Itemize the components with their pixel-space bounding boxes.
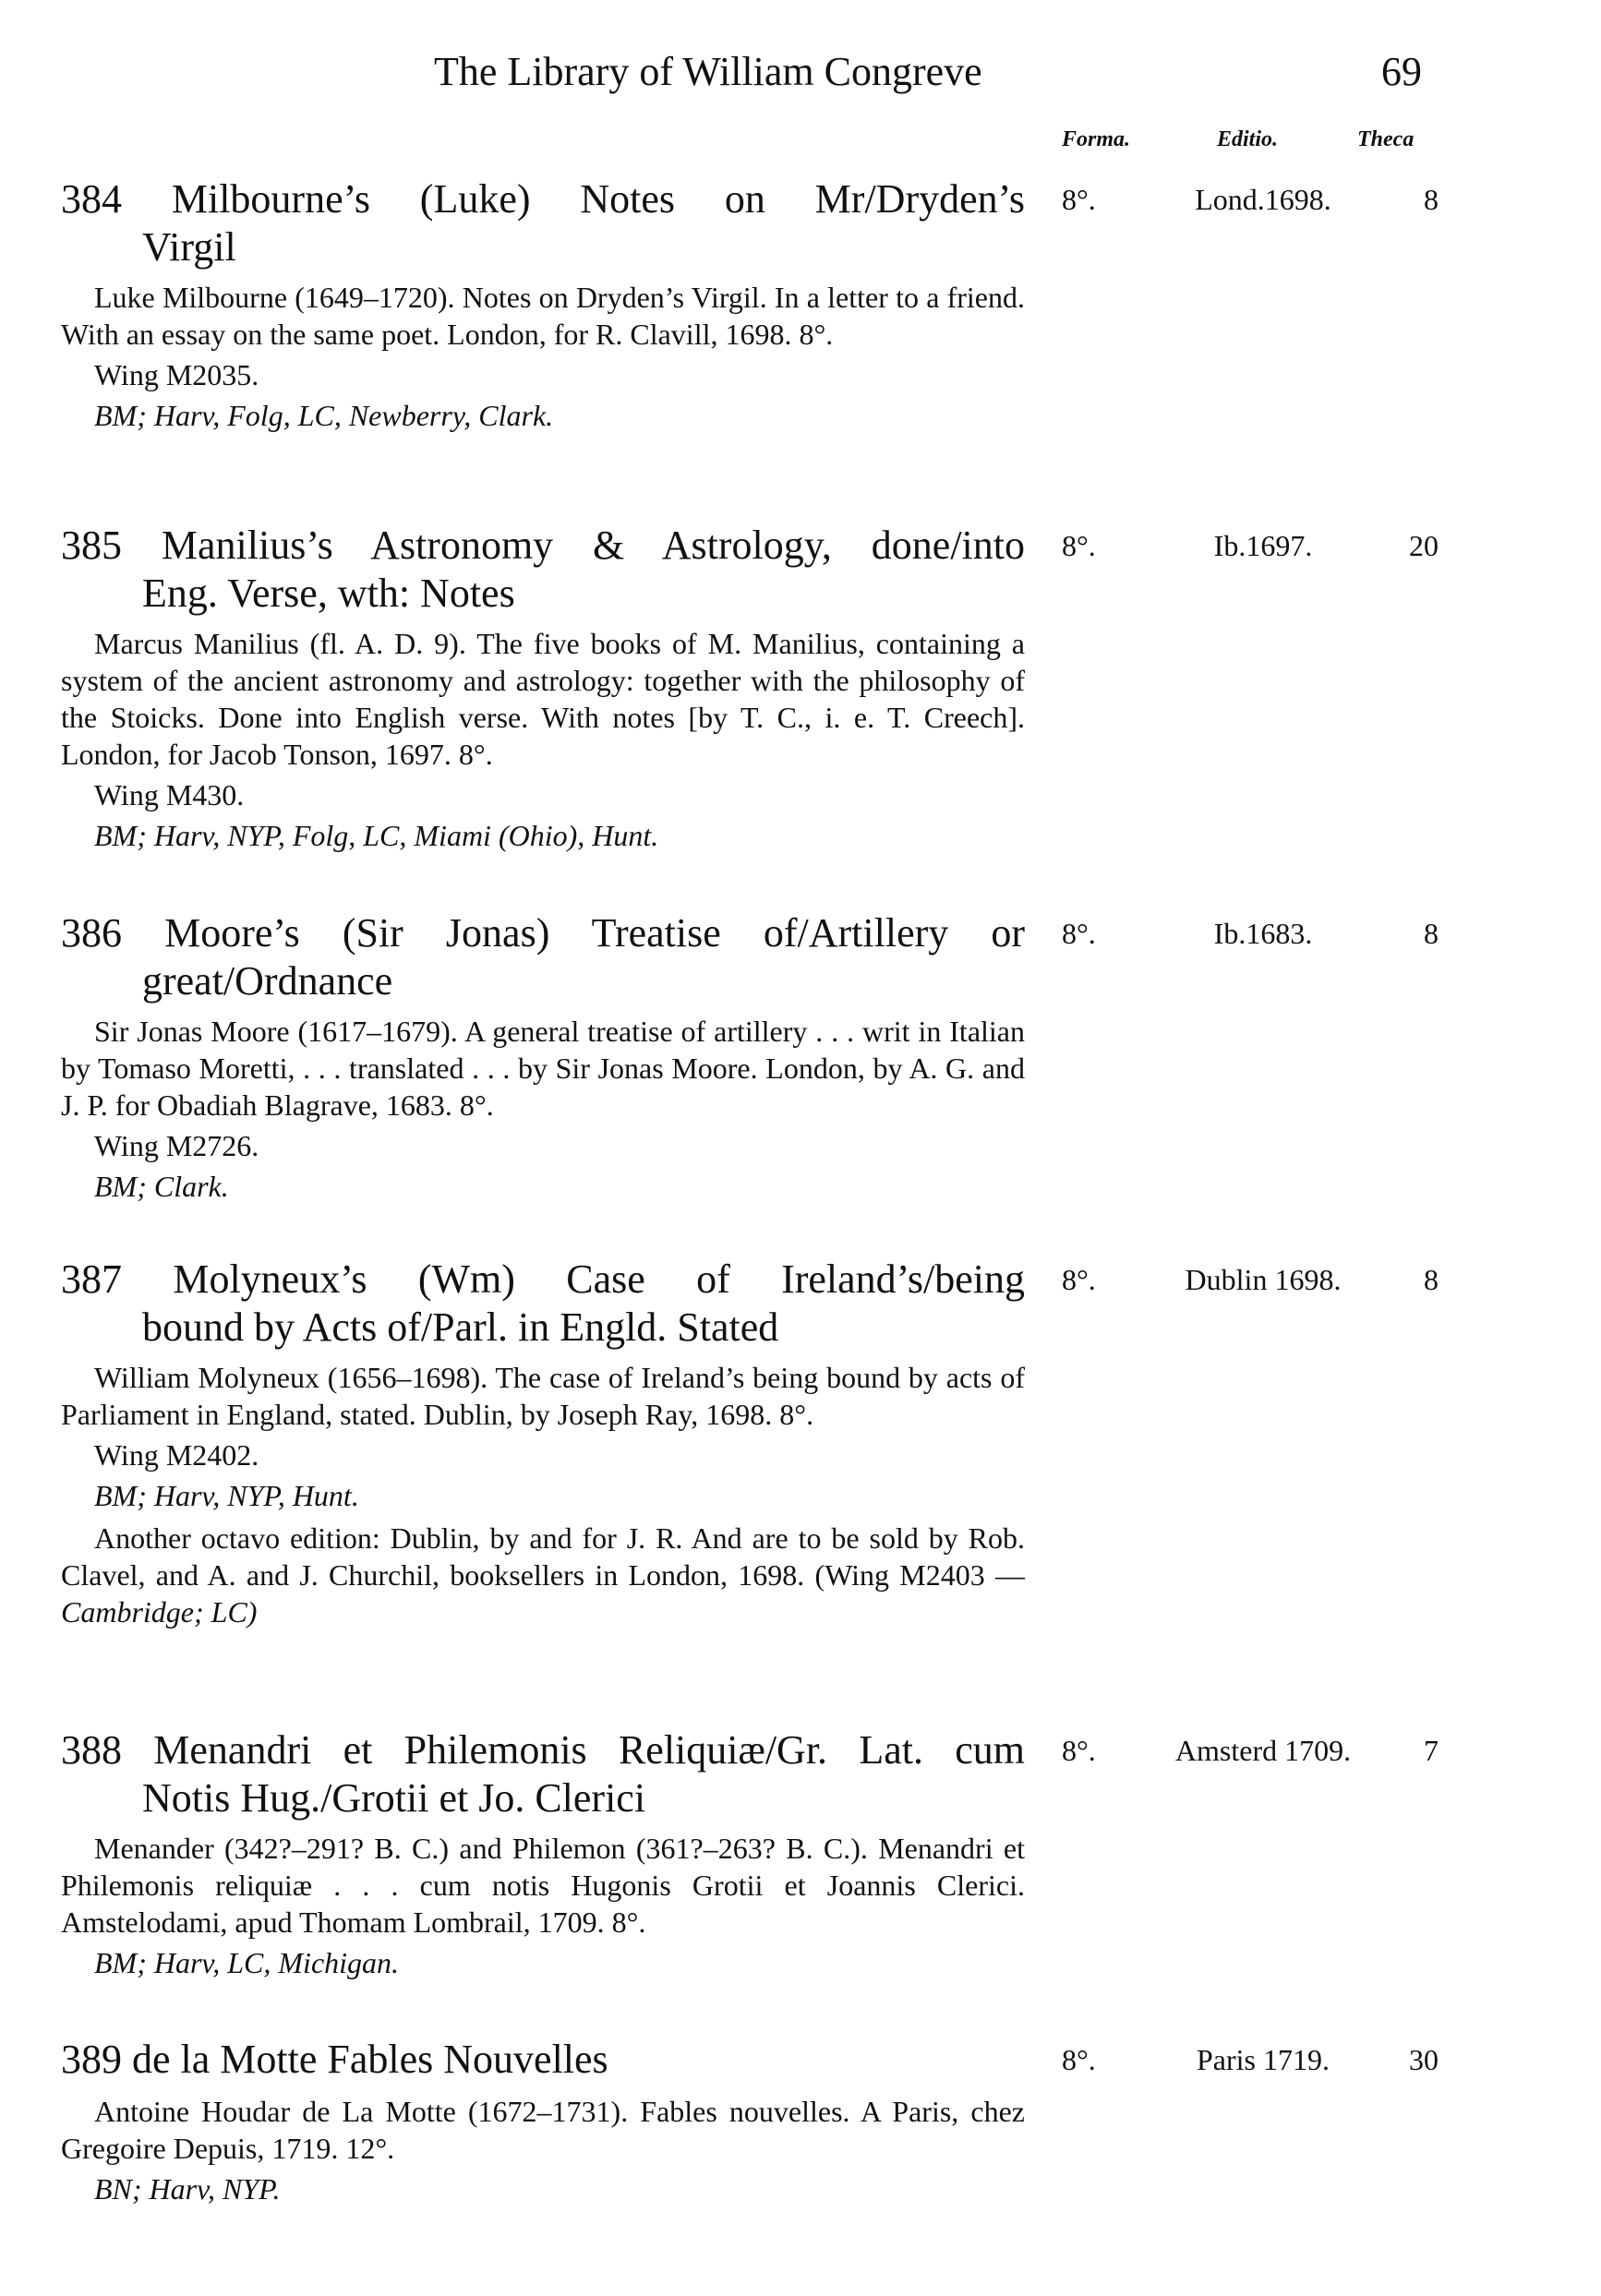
entry-locations: BN; Harv, NYP. — [94, 2172, 281, 2206]
column-theca: Theca — [1357, 127, 1414, 151]
entry-forma: 8°. — [1062, 2043, 1096, 2076]
entry-forma: 8°. — [1062, 1734, 1096, 1767]
entry-forma: 8°. — [1062, 917, 1096, 950]
entry-forma: 8°. — [1062, 183, 1096, 216]
entry-locations: BM; Harv, Folg, LC, Newberry, Clark. — [94, 399, 554, 432]
entry-heading — [61, 175, 1025, 271]
entry-forma: 8°. — [1062, 1263, 1096, 1296]
column-headings — [0, 127, 1601, 159]
entry-heading-line-1: 385 Manilius’s Astronomy & Astrology, done/into — [61, 523, 1025, 568]
entry-heading — [61, 909, 1025, 1005]
entry-heading — [61, 522, 1025, 618]
entry-locations: BM; Harv, NYP, Folg, LC, Miami (Ohio), Hunt. — [94, 819, 659, 852]
entry-body — [61, 625, 1025, 854]
entry-theca: 7 — [1424, 1734, 1438, 1767]
entry-body — [61, 2093, 1025, 2207]
entry-body — [61, 1013, 1025, 1205]
entry-heading-line-1: 386 Moore’s (Sir Jonas) Treatise of/Artillery or — [61, 910, 1025, 956]
entry-heading — [61, 1256, 1025, 1352]
entry-editio: Paris 1719. — [1197, 2043, 1330, 2076]
entry-heading-line-2: bound by Acts of/Parl. in Engld. Stated — [142, 1304, 779, 1350]
entry-locations: BM; Clark. — [94, 1170, 229, 1203]
page-title: The Library of William Congreve — [434, 49, 982, 94]
entry-description: Antoine Houdar de La Motte (1672–1731). Fables nouvelles. A Paris, chez Gregoire Depuis, 1719. 12°. — [61, 2095, 1025, 2165]
entry-description: Luke Milbourne (1649–1720). Notes on Dryden’s Virgil. In a letter to a friend. With an essay on the same poet. London, for R. Clavill, 1698. 8°. — [61, 281, 1025, 351]
entry-forma: 8°. — [1062, 529, 1096, 562]
entry-body — [61, 1830, 1025, 1981]
entry-heading-line-1: 384 Milbourne’s (Luke) Notes on Mr/Dryden’s — [61, 176, 1025, 222]
entry-note-italic: Cambridge; LC) — [61, 1595, 258, 1629]
entry-heading-line-2: great/Ordnance — [142, 958, 393, 1004]
entry-body — [61, 279, 1025, 434]
column-forma: Forma. — [1062, 127, 1131, 151]
entry-description: William Molyneux (1656–1698). The case of Ireland’s being bound by acts of Parliament in England, stated. Dublin, by Joseph Ray, 1698. 8°. — [61, 1361, 1025, 1431]
entry-editio: Ib.1683. — [1213, 917, 1313, 950]
entry-heading-line-1: 387 Molyneux’s (Wm) Case of Ireland’s/being — [61, 1256, 1025, 1302]
entry-theca: 8 — [1424, 183, 1438, 216]
entry-locations: BM; Harv, NYP, Hunt. — [94, 1479, 359, 1512]
entry-locations: BM; Harv, LC, Michigan. — [94, 1946, 400, 1979]
entry-theca: 8 — [1424, 1263, 1438, 1296]
entry-note — [61, 1520, 1025, 1630]
entry-editio: Lond.1698. — [1195, 183, 1331, 216]
running-header — [0, 48, 1601, 103]
column-editio: Editio. — [1217, 127, 1279, 151]
entry-heading — [61, 1726, 1025, 1822]
entry-reference: Wing M2035. — [94, 358, 259, 391]
entry-theca: 8 — [1424, 917, 1438, 950]
entry-editio: Dublin 1698. — [1185, 1263, 1342, 1296]
entry-editio: Ib.1697. — [1213, 529, 1313, 562]
entry-reference: Wing M2402. — [94, 1438, 259, 1472]
entry-theca: 20 — [1409, 529, 1438, 562]
entry-reference: Wing M2726. — [94, 1129, 259, 1162]
entry-heading-line-1: 389 de la Motte Fables Nouvelles — [61, 2037, 608, 2082]
entry-description: Marcus Manilius (fl. A. D. 9). The five books of M. Manilius, containing a system of the ancient astronomy and astrology: together with the philosophy of the Stoicks. Done into English verse. With notes [by T. C., i. e. T. Creech]. London, for Jacob Tonson, 1697. 8°. — [61, 627, 1025, 771]
entry-body — [61, 1359, 1025, 1630]
entry-heading-line-2: Notis Hug./Grotii et Jo. Clerici — [142, 1775, 646, 1821]
entry-heading-line-1: 388 Menandri et Philemonis Reliquiæ/Gr. Lat. cum — [61, 1727, 1025, 1773]
entry-heading-line-2: Virgil — [142, 224, 236, 270]
entry-heading — [61, 2036, 1025, 2084]
page-number: 69 — [1381, 49, 1422, 94]
entry-description: Sir Jonas Moore (1617–1679). A general treatise of artillery . . . writ in Italian by Tomaso Moretti, . . . translated . . . by Sir Jonas Moore. London, by A. G. and J. P. for Obadiah Blagrave, 1683. 8°. — [61, 1015, 1025, 1122]
entry-reference: Wing M430. — [94, 778, 245, 811]
entry-note-text: Another octavo edition: Dublin, by and for J. R. And are to be sold by Rob. Clavel, and A. and J. Churchil, booksellers in London, 1698. (Wing M2403 — — [61, 1521, 1025, 1592]
entry-description: Menander (342?–291? B. C.) and Philemon (361?–263? B. C.). Menandri et Philemonis reliquiæ . . . cum notis Hugonis Grotii et Joannis Clerici. Amstelodami, apud Thomam Lombrail, 1709. 8°. — [61, 1832, 1025, 1939]
entry-heading-line-2: Eng. Verse, wth: Notes — [142, 571, 515, 616]
entry-editio: Amsterd 1709. — [1174, 1734, 1352, 1767]
entry-theca: 30 — [1409, 2043, 1438, 2076]
